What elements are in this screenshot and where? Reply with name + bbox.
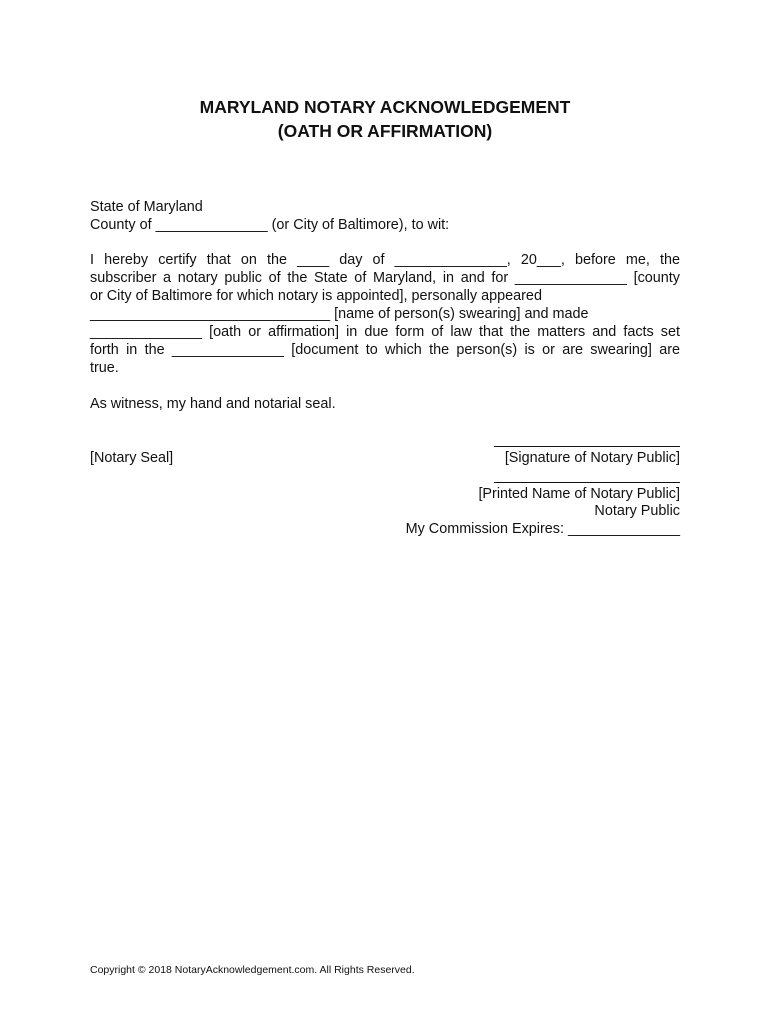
signature-line — [494, 446, 680, 447]
venue-block — [90, 198, 680, 234]
county-line: County of ______________ (or City of Baltimore), to wit: — [90, 217, 450, 233]
commission-expiration: My Commission Expires: ______________ — [405, 521, 680, 537]
printed-name-line — [494, 482, 680, 483]
signature-label: [Signature of Notary Public] — [504, 450, 680, 466]
certification-paragraph — [90, 251, 680, 377]
certification-line: true. — [90, 360, 119, 376]
certification-line: subscriber a notary public of the State of Maryland, in and for ______________ [county — [90, 270, 680, 286]
certification-line: forth in the ______________ [document to which the person(s) is or are swearing] are — [90, 342, 680, 358]
document-subtitle: (OATH OR AFFIRMATION) — [277, 121, 493, 141]
document-title: MARYLAND NOTARY ACKNOWLEDGEMENT — [199, 97, 571, 117]
certification-line: or City of Baltimore for which notary is appointed], personally appeared — [90, 288, 542, 304]
certification-line: I hereby certify that on the ____ day of ______________, 20___, before me, the — [90, 252, 680, 268]
notary-seal-placeholder: [Notary Seal] — [90, 450, 174, 466]
copyright-footer: Copyright © 2018 NotaryAcknowledgement.com. All Rights Reserved. — [90, 964, 415, 976]
notary-title: Notary Public — [594, 503, 680, 519]
certification-line: ______________________________ [name of person(s) swearing] and made — [90, 306, 589, 322]
certification-line: ______________ [oath or affirmation] in due form of law that the matters and facts set — [90, 324, 680, 340]
state-line: State of Maryland — [90, 199, 203, 215]
printed-name-label: [Printed Name of Notary Public] — [478, 486, 680, 502]
witness-statement: As witness, my hand and notarial seal. — [90, 396, 336, 412]
